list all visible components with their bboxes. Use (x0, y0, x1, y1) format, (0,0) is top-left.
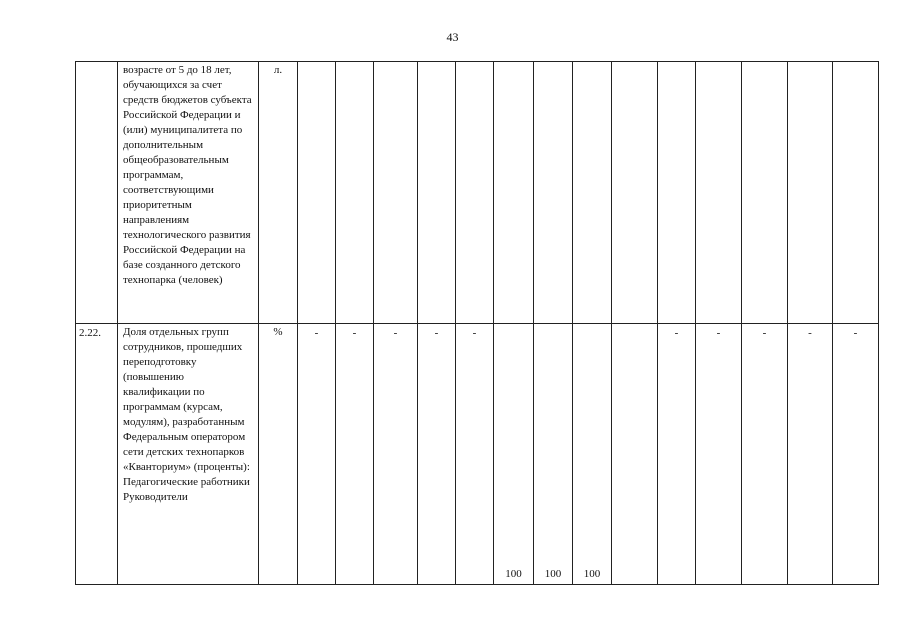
value-cell: 100 (534, 324, 573, 585)
unit-cell: л. (259, 62, 298, 324)
value-cell (456, 62, 494, 324)
table-row (76, 324, 879, 585)
table-row (76, 62, 879, 324)
value-cell (573, 62, 612, 324)
indicator-description-cell: возрасте от 5 до 18 лет, обучающихся за счет средств бюджетов субъекта Российской Федерации и (или) муниципалитета по дополнительным общеобразовательным программам, соответствующими приоритетным направлениям технологического развития Российской Федерации на базе созданного детского технопарка (человек) (118, 62, 259, 324)
value-cell (742, 62, 788, 324)
value-cell: - (456, 324, 494, 585)
value-cell: - (788, 324, 833, 585)
value-cell (298, 62, 336, 324)
unit-cell: % (259, 324, 298, 585)
value-cell (494, 62, 534, 324)
indicator-description-cell: Доля отдельных групп сотрудников, прошедших переподготовку (повышению квалификации по программам (курсам, модулям), разработанным Федеральным оператором сети детских технопарков «Кванториум» (проценты): Педагогические работники Руководители (118, 324, 259, 585)
value-cell (788, 62, 833, 324)
value-cell (612, 62, 658, 324)
value-cell (374, 62, 418, 324)
indicator-table (75, 61, 879, 585)
page-number: 43 (446, 30, 459, 44)
value-cell: - (298, 324, 336, 585)
value-cell (534, 62, 573, 324)
value-cell (612, 324, 658, 585)
value-cell: - (418, 324, 456, 585)
row-number-cell (76, 62, 118, 324)
value-cell: 100 (573, 324, 612, 585)
value-cell: - (658, 324, 696, 585)
value-cell: - (696, 324, 742, 585)
value-cell (696, 62, 742, 324)
value-cell: 100 (494, 324, 534, 585)
value-cell (833, 62, 879, 324)
value-cell: - (742, 324, 788, 585)
value-cell (658, 62, 696, 324)
value-cell: - (336, 324, 374, 585)
value-cell (418, 62, 456, 324)
value-cell: - (374, 324, 418, 585)
row-number-cell: 2.22. (76, 324, 118, 585)
value-cell: - (833, 324, 879, 585)
value-cell (336, 62, 374, 324)
